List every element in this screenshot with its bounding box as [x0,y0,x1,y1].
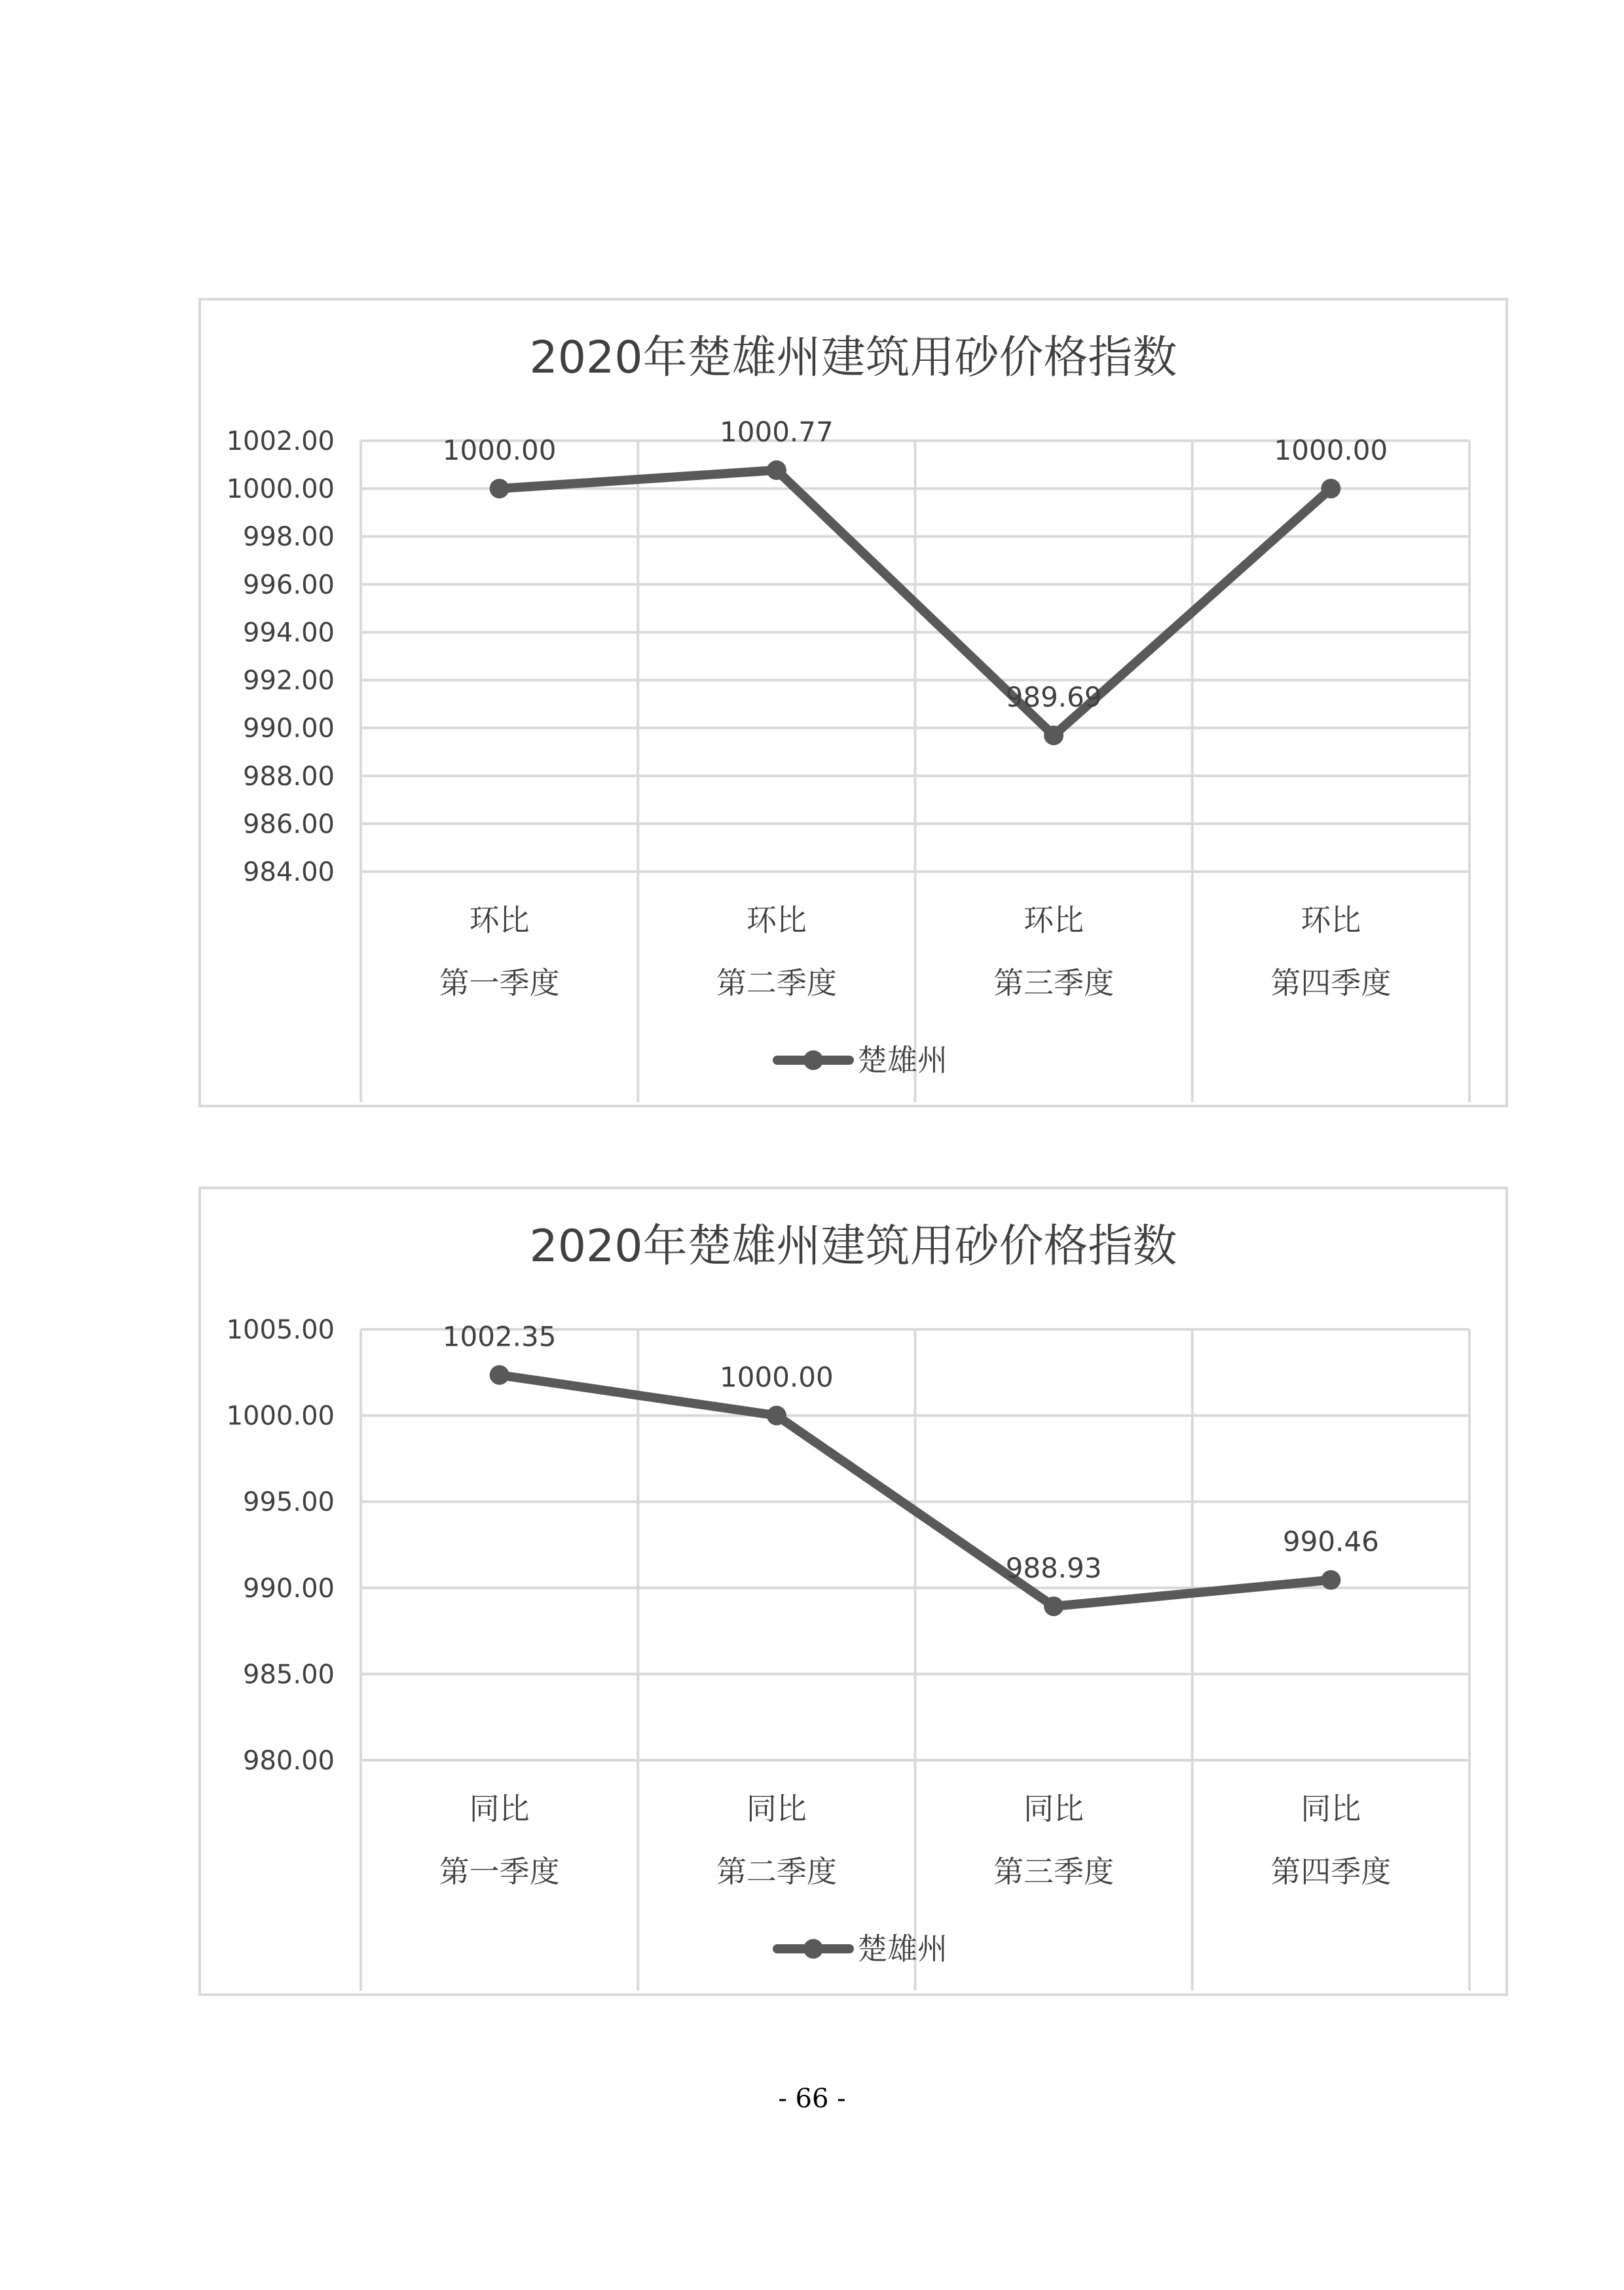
data-label: 1000.77 [720,415,834,448]
chart-title: 2020年楚雄州建筑用砂价格指数 [529,1221,1177,1272]
page-number: - 66 - [778,2084,846,2114]
data-point [490,479,509,498]
data-point [767,460,786,480]
data-label: 1000.00 [720,1361,834,1394]
data-point [1321,1570,1340,1590]
data-label: 990.46 [1282,1525,1379,1558]
chart-panel-2 [198,1187,1508,1996]
legend-marker [803,1050,823,1070]
x-category-label-top: 环比 [1024,902,1084,938]
data-point [1044,726,1063,745]
y-tick-label: 985.00 [243,1659,335,1690]
data-label: 988.93 [1005,1551,1102,1584]
y-tick-label: 988.00 [243,761,335,792]
x-category-label-bottom: 第四季度 [1270,1854,1392,1889]
x-category-label-top: 同比 [1301,1791,1361,1826]
data-point [490,1365,509,1385]
legend-label: 楚雄州 [857,1043,948,1078]
data-point [1321,479,1340,498]
x-category-label-bottom: 第二季度 [716,965,837,1001]
x-category-label-bottom: 第三季度 [993,1854,1115,1889]
x-category-label-top: 同比 [1024,1791,1084,1826]
data-label: 1000.00 [1274,434,1388,467]
y-tick-label: 995.00 [243,1487,335,1518]
data-point [767,1406,786,1426]
y-tick-label: 996.00 [243,570,335,600]
x-category-label-bottom: 第二季度 [716,1854,837,1889]
x-category-label-bottom: 第三季度 [993,965,1115,1001]
y-tick-label: 990.00 [243,713,335,744]
x-category-label-top: 环比 [746,902,807,938]
data-point [1044,1597,1063,1616]
y-tick-label: 986.00 [243,809,335,840]
y-tick-label: 990.00 [243,1573,335,1604]
x-category-label-top: 环比 [469,902,530,938]
data-label: 1002.35 [442,1320,557,1353]
x-category-label-top: 环比 [1301,902,1361,938]
y-tick-label: 980.00 [243,1746,335,1776]
data-label: 1000.00 [442,434,557,467]
x-category-label-bottom: 第一季度 [439,1854,560,1889]
data-label: 989.69 [1005,680,1102,713]
legend-marker [803,1939,823,1959]
y-tick-label: 984.00 [243,857,335,887]
y-tick-label: 998.00 [243,522,335,553]
x-category-label-top: 同比 [746,1791,807,1826]
y-tick-label: 1000.00 [226,474,335,505]
y-tick-label: 1005.00 [226,1315,335,1345]
y-tick-label: 1000.00 [226,1401,335,1431]
line-chart-1 [201,301,1505,1105]
y-tick-label: 1002.00 [226,426,335,456]
x-category-label-bottom: 第四季度 [1270,965,1392,1001]
y-tick-label: 992.00 [243,665,335,696]
legend-label: 楚雄州 [857,1931,948,1967]
chart-title: 2020年楚雄州建筑用砂价格指数 [529,332,1177,384]
y-tick-label: 994.00 [243,618,335,648]
x-category-label-top: 同比 [469,1791,530,1826]
x-category-label-bottom: 第一季度 [439,965,560,1001]
chart-panel-1 [198,298,1508,1107]
line-chart-2 [201,1189,1505,1993]
